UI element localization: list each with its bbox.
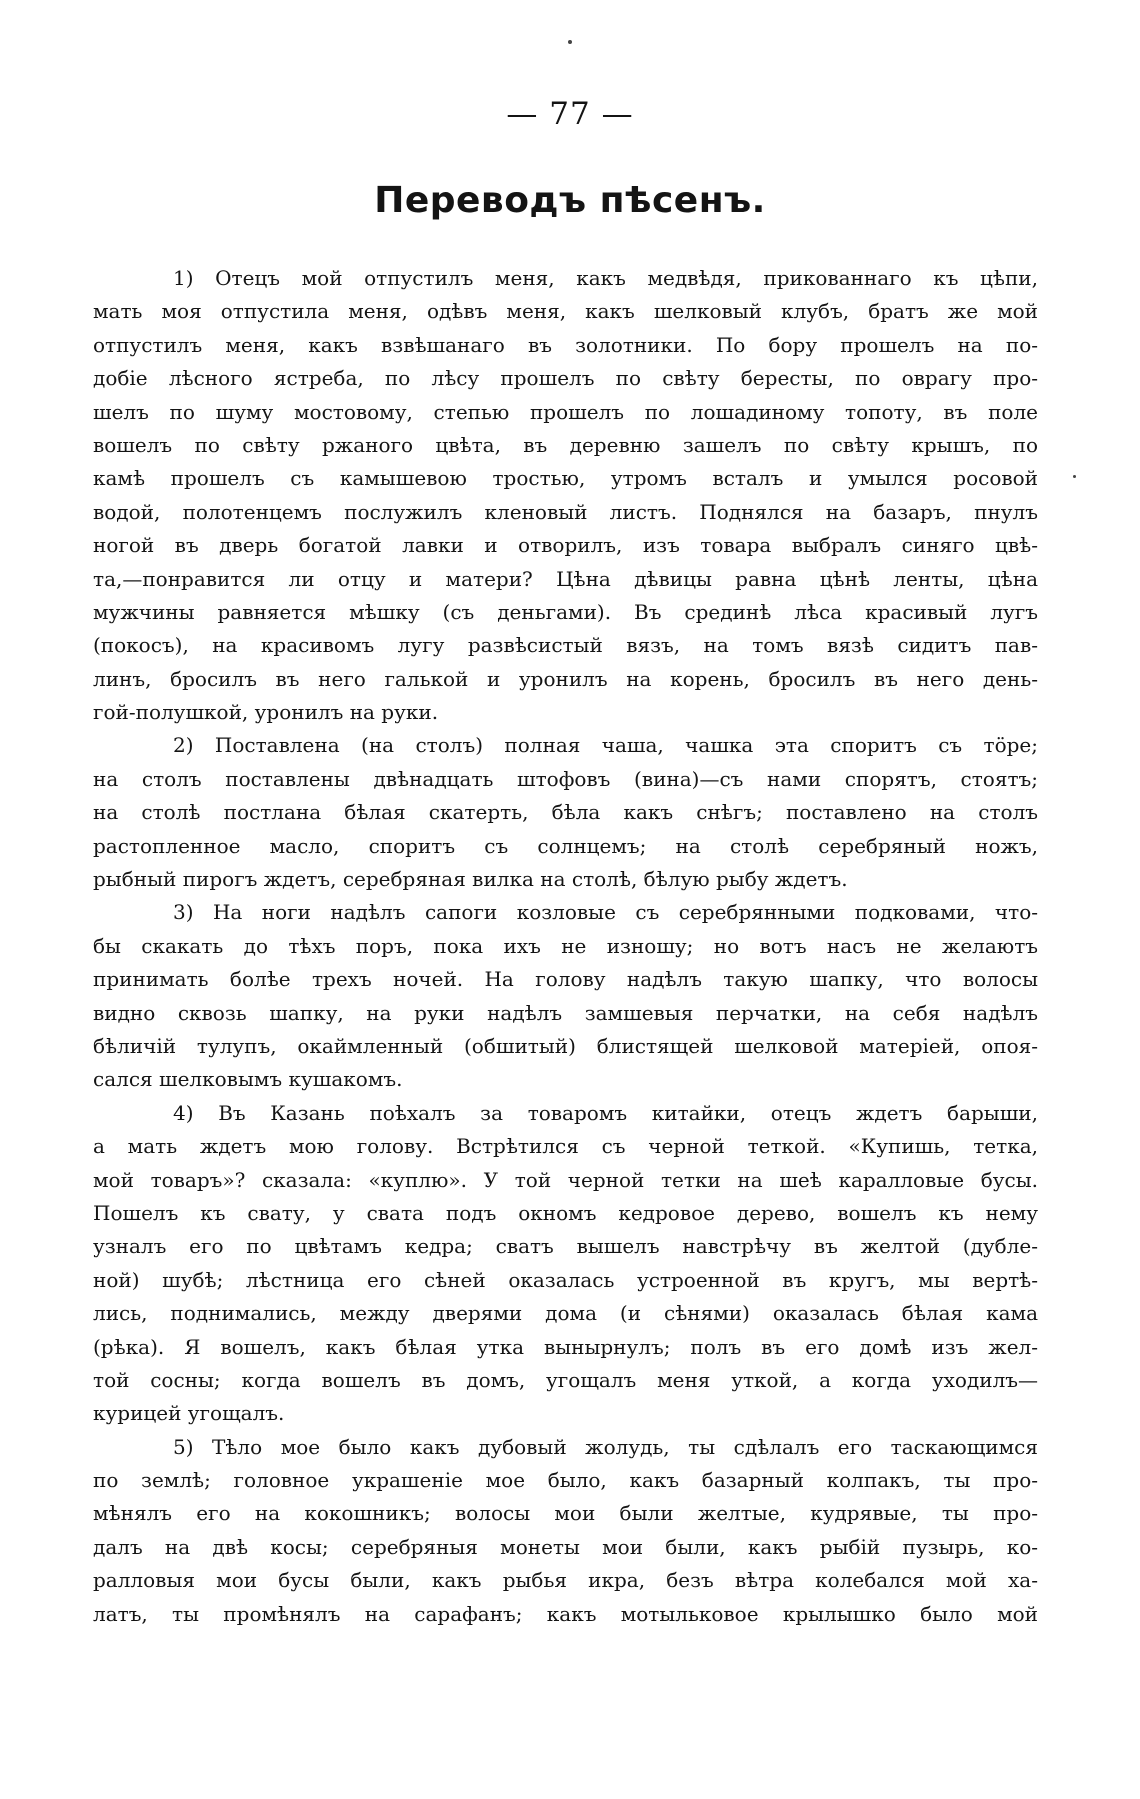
text-line: латъ, ты промѣнялъ на сарафанъ; какъ мотыльковое крылышко было мой (93, 1601, 1038, 1626)
text-line: мой товаръ»? сказала: «куплю». У той черной тетки на шеѣ каралловые бусы. (93, 1167, 1038, 1192)
text-line: узналъ его по цвѣтамъ кедра; сватъ вышелъ навстрѣчу въ желтой (дубле- (93, 1234, 1038, 1259)
text-line: та,—понравится ли отцу и матери? Цѣна дѣвицы равна цѣнѣ ленты, цѣна (93, 566, 1038, 591)
text-line: бѣличій тулупъ, окаймленный (обшитый) блистящей шелковой матеріей, опоя- (93, 1033, 1038, 1058)
paragraph-2 (93, 729, 1038, 896)
text-line: 1) Отецъ мой отпустилъ меня, какъ медвѣдя, прикованнаго къ цѣпи, (173, 266, 1038, 290)
text-line: гой-полушкой, уронилъ на руки. (93, 700, 439, 725)
text-line: мать моя отпустила меня, одѣвъ меня, какъ шелковый клубъ, братъ же мой (93, 299, 1038, 324)
text-line: бы скакать до тѣхъ поръ, пока ихъ не изношу; но вотъ насъ не желаютъ (93, 933, 1038, 958)
text-line: курицей угощалъ. (93, 1401, 285, 1426)
text-line: далъ на двѣ косы; серебряныя монеты мои были, какъ рыбій пузырь, ко- (93, 1534, 1038, 1559)
text-line: рыбный пирогъ ждетъ, серебряная вилка на столѣ, бѣлую рыбу ждетъ. (93, 867, 848, 892)
printing-speck (1073, 475, 1076, 478)
text-line: 2) Поставлена (на столъ) полная чаша, чашка эта споритъ съ тӧре; (173, 733, 1038, 758)
text-line: принимать болѣе трехъ ночей. На голову надѣлъ такую шапку, что волосы (93, 967, 1038, 992)
text-line: на столѣ постлана бѣлая скатерть, бѣла какъ снѣгъ; поставлено на столъ (93, 800, 1038, 825)
text-body (93, 262, 1038, 1631)
text-line: 5) Тѣло мое было какъ дубовый жолудь, ты сдѣлалъ его таскающимся (173, 1434, 1038, 1459)
text-line: отпустилъ меня, какъ взвѣшанаго въ золотники. По бору прошелъ на по- (93, 332, 1038, 357)
text-line: 3) На ноги надѣлъ сапоги козловые съ серебрянными подковами, что- (173, 900, 1038, 925)
text-line: растопленное масло, споритъ съ солнцемъ; на столѣ серебряный ножъ, (93, 833, 1038, 858)
text-line: по землѣ; головное украшеніе мое было, какъ базарный колпакъ, ты про- (93, 1468, 1038, 1493)
text-line: ралловыя мои бусы были, какъ рыбья икра, безъ вѣтра колебался мой ха- (93, 1568, 1038, 1593)
text-line: ногой въ дверь богатой лавки и отворилъ, изъ товара выбралъ синяго цвѣ- (93, 533, 1038, 558)
text-line: на столъ поставлены двѣнадцать штофовъ (вина)—съ нами спорятъ, стоятъ; (93, 766, 1038, 791)
text-line: мужчины равняется мѣшку (съ деньгами). Въ срединѣ лѣса красивый лугъ (93, 599, 1038, 624)
text-line: а мать ждетъ мою голову. Встрѣтился съ черной теткой. «Купишь, тетка, (93, 1134, 1038, 1159)
text-line: шелъ по шуму мостовому, степью прошелъ по лошадиному топоту, въ поле (93, 399, 1038, 424)
text-line: водой, полотенцемъ послужилъ кленовый листъ. Поднялся на базаръ, пнулъ (93, 499, 1038, 524)
text-line: Пошелъ къ свату, у свата подъ окномъ кедровое дерево, вошелъ къ нему (93, 1200, 1038, 1225)
text-line: 4) Въ Казань поѣхалъ за товаромъ китайки, отецъ ждетъ барыши, (173, 1100, 1038, 1125)
text-line: лись, поднимались, между дверями дома (и сѣнями) оказалась бѣлая кама (93, 1301, 1038, 1326)
text-line: сался шелковымъ кушакомъ. (93, 1067, 403, 1092)
printing-speck (568, 40, 572, 44)
paragraph-1 (93, 262, 1038, 729)
paragraph-4 (93, 1097, 1038, 1431)
text-line: той сосны; когда вошелъ въ домъ, угощалъ меня уткой, а когда уходилъ— (93, 1367, 1038, 1392)
page-title: Переводъ пѣсенъ. (374, 180, 766, 221)
text-line: линъ, бросилъ въ него галькой и уронилъ на корень, бросилъ въ него день- (93, 666, 1038, 691)
text-line: видно сквозь шапку, на руки надѣлъ замшевыя перчатки, на себя надѣлъ (93, 1000, 1038, 1025)
text-line: мѣнялъ его на кокошникъ; волосы мои были желтые, кудрявые, ты про- (93, 1501, 1038, 1526)
paragraph-5 (93, 1431, 1038, 1631)
text-line: (рѣка). Я вошелъ, какъ бѣлая утка вынырнулъ; полъ въ его домѣ изъ жел- (93, 1334, 1038, 1359)
text-line: добіе лѣсного ястреба, по лѣсу прошелъ по свѣту бересты, по оврагу про- (93, 366, 1038, 391)
text-line: (покосъ), на красивомъ лугу развѣсистый вязъ, на томъ вязѣ сидитъ пав- (93, 633, 1038, 658)
page-number: — 77 — (506, 96, 634, 132)
paragraph-3 (93, 896, 1038, 1096)
text-line: камѣ прошелъ съ камышевою тростью, утромъ всталъ и умылся росовой (93, 466, 1038, 491)
text-line: ной) шубѣ; лѣстница его сѣней оказалась устроенной въ кругъ, мы вертѣ- (93, 1267, 1038, 1292)
text-line: вошелъ по свѣту ржаного цвѣта, въ деревню зашелъ по свѣту крышъ, по (93, 432, 1038, 457)
